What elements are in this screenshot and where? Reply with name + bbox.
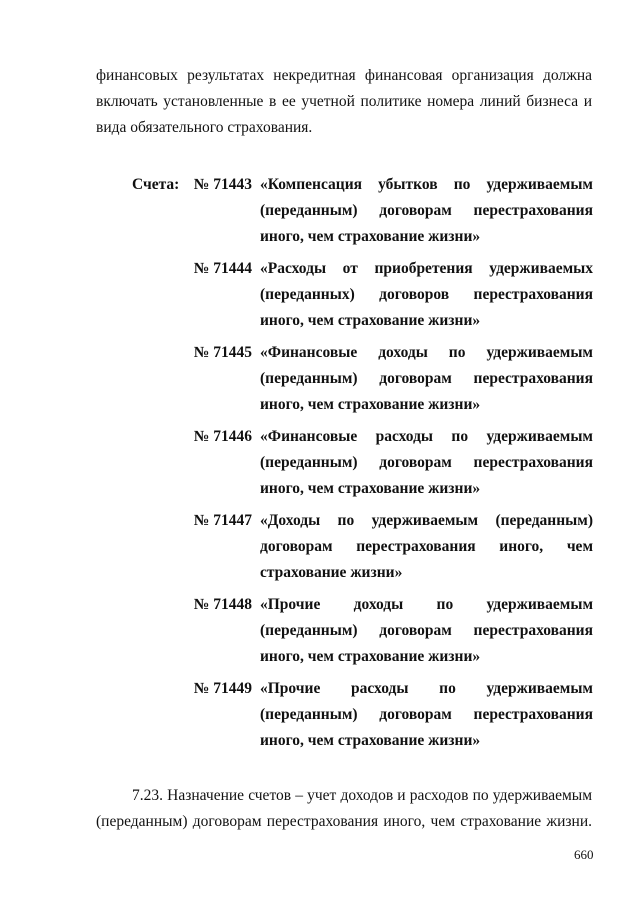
account-entry bbox=[0, 172, 640, 256]
account-title: «Финансовые доходы по удерживаемым (переданным) договорам перестрахования иного, чем страхование жизни» bbox=[260, 344, 593, 413]
account-entry bbox=[0, 676, 640, 760]
account-title: «Финансовые расходы по удерживаемым (переданным) договорам перестрахования иного, чем страхование жизни» bbox=[260, 428, 593, 497]
account-number: № 71444 bbox=[193, 260, 252, 277]
account-title: «Компенсация убытков по удерживаемым (переданным) договорам перестрахования иного, чем страхование жизни» bbox=[260, 176, 593, 245]
account-entry bbox=[0, 592, 640, 676]
account-entry bbox=[0, 340, 640, 424]
account-number: № 71447 bbox=[193, 512, 252, 529]
account-number: № 71443 bbox=[193, 176, 252, 193]
accounts-label: Счета: bbox=[132, 176, 180, 193]
account-title: «Прочие расходы по удерживаемым (переданным) договорам перестрахования иного, чем страхование жизни» bbox=[260, 680, 593, 749]
account-title: «Доходы по удерживаемым (переданным) договорам перестрахования иного, чем страхование жизни» bbox=[260, 512, 593, 581]
account-entry bbox=[0, 424, 640, 508]
account-title: «Прочие доходы по удерживаемым (переданным) договорам перестрахования иного, чем страхование жизни» bbox=[260, 596, 593, 665]
accounts-list bbox=[0, 172, 640, 760]
account-number: № 71448 bbox=[193, 596, 252, 613]
account-title: «Расходы от приобретения удерживаемых (переданных) договоров перестрахования иного, чем страхование жизни» bbox=[260, 260, 593, 329]
account-number: № 71445 bbox=[193, 344, 252, 361]
account-number: № 71449 bbox=[193, 680, 252, 697]
intro-paragraph: финансовых результатах некредитная финансовая организация должна включать установленные в ее учетной политике номера линий бизнеса и вида обязательного страхования. bbox=[96, 67, 592, 136]
account-entry bbox=[0, 508, 640, 592]
account-entry bbox=[0, 256, 640, 340]
section-paragraph: 7.23. Назначение счетов – учет доходов и расходов по удерживаемым (переданным) договорам перестрахования иного, чем страхование жизни. bbox=[96, 787, 592, 830]
account-number: № 71446 bbox=[193, 428, 252, 445]
page-number: 660 bbox=[574, 847, 594, 862]
